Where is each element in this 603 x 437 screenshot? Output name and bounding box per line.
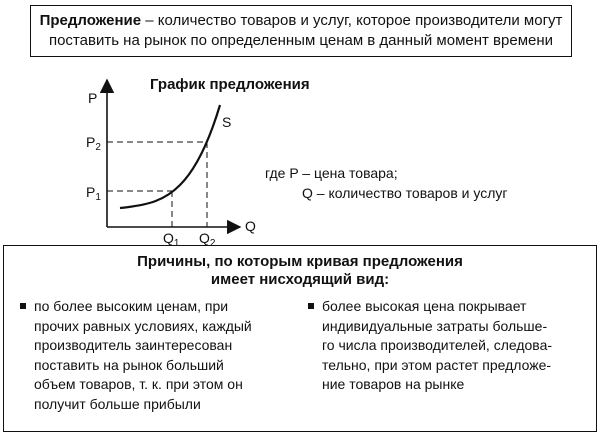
reason-left-line: объем товаров, т. к. при этом он [34,376,243,392]
x-axis-label: Q [245,218,256,234]
reason-right-line: го числа производителей, следова- [322,337,553,353]
reason-left-line: прочих равных условиях, каждый [34,317,252,334]
bullet-icon [20,303,26,309]
reason-left-line: поставить на рынок больший [34,356,224,373]
graph-title: График предложения [150,76,310,93]
q2-label: $Q_2$ [199,230,216,249]
reason-left-line: по более высоким ценам, при [34,298,229,314]
definition-term: Предложение [39,12,142,29]
reasons-title [4,253,596,289]
reasons-title-line-2: имеет нисходящий вид: [210,271,390,288]
definition-line-2: поставить на рынок по определенным ценам в данный момент времени [48,32,554,49]
variable-legend [265,163,508,203]
bullet-icon [308,303,314,309]
reason-right-line: ние товаров на рынке [322,376,465,392]
curve-label: S [222,114,232,130]
supply-curve [120,105,220,208]
definition-box [30,5,572,57]
reasons-title-line-1: Причины, по которым кривая предложения [137,253,463,270]
reason-item-right [322,297,582,395]
y-axis-label: P [88,90,98,106]
p2-label: $P_2$ [86,134,101,153]
reason-left-line: получит больше прибыли [34,395,201,412]
reason-item-left [34,297,284,414]
p1-label: $P_1$ [86,184,101,203]
legend-line-p: где P – цена товара; [265,165,398,181]
supply-graph [0,60,603,250]
legend-line-q: Q – количество товаров и услуг [302,185,508,201]
definition-line-1 [31,11,571,31]
definition-text-1: – количество товаров и услуг, которое производители могут [141,12,563,29]
reason-right-line: тельно, при этом растет предложе- [322,356,552,373]
reason-right-line: индивидуальные затраты больше- [322,317,548,334]
q1-label: $Q_1$ [163,230,180,249]
reasons-box [3,245,597,432]
reason-left-line: производитель заинтересован [34,337,233,353]
reason-right-line: более высокая цена покрывает [322,298,527,314]
